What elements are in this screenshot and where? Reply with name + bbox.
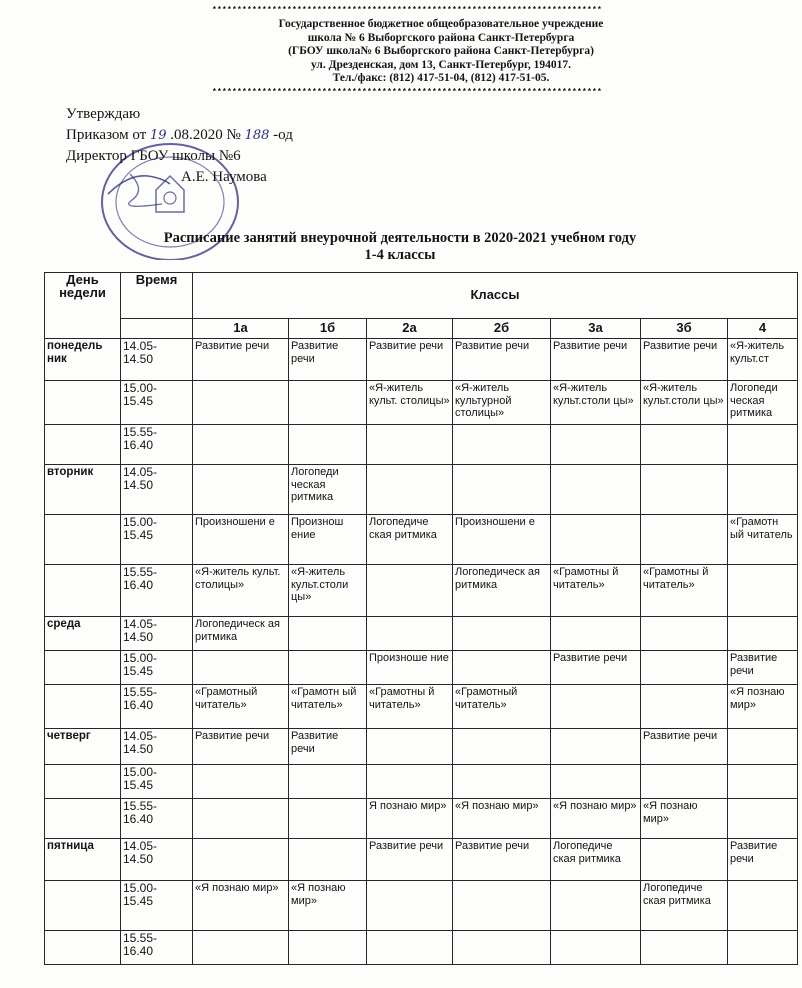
day-cell [45, 565, 121, 617]
approval-block [66, 104, 293, 188]
activity-cell: Развитие речи [289, 339, 367, 381]
activity-cell: «Я-житель культурной столицы» [453, 381, 551, 425]
activity-cell: «Я-житель культ.столи цы» [641, 381, 728, 425]
activity-cell [641, 617, 728, 651]
table-row [45, 881, 798, 931]
title-line: Расписание занятий внеурочной деятельности в 2020-2021 учебном году [163, 230, 637, 246]
day-cell: четверг [45, 729, 121, 765]
activity-cell: Развитие речи [453, 839, 551, 881]
activity-cell [453, 931, 551, 965]
day-cell [45, 651, 121, 685]
activity-cell [367, 465, 453, 515]
table-row [45, 799, 798, 839]
activity-cell [453, 729, 551, 765]
activity-cell [641, 465, 728, 515]
activity-cell: Развитие речи [551, 339, 641, 381]
table-row [45, 617, 798, 651]
activity-cell: «Я познаю мир» [453, 799, 551, 839]
order-suffix: -од [273, 127, 293, 143]
header-line: Тел./факс: (812) 417-51-04, (812) 417-51-05. [332, 72, 550, 84]
activity-cell: Развитие речи [641, 729, 728, 765]
activity-cell: Развитие речи [367, 839, 453, 881]
schedule-title [110, 230, 690, 264]
activity-cell: «Грамотны й читатель» [551, 565, 641, 617]
activity-cell [367, 729, 453, 765]
time-cell: 15.55- 16.40 [121, 425, 193, 465]
table-row [45, 465, 798, 515]
activity-cell: Развитие речи [193, 339, 289, 381]
header-stars-top: ****************************************************************************** [212, 6, 603, 15]
activity-cell [551, 765, 641, 799]
activity-cell [641, 839, 728, 881]
activity-cell [289, 381, 367, 425]
activity-cell [641, 425, 728, 465]
day-cell [45, 765, 121, 799]
header-classes: Классы [193, 273, 798, 319]
activity-cell [728, 931, 798, 965]
activity-cell: Логопеди ческая ритмика [289, 465, 367, 515]
header-line: Государственное бюджетное общеобразовательное учреждение [278, 18, 604, 30]
activity-cell: «Я познаю мир» [728, 685, 798, 729]
day-cell: пятница [45, 839, 121, 881]
day-cell [45, 685, 121, 729]
activity-cell: Развитие речи [289, 729, 367, 765]
activity-cell: Развитие речи [728, 651, 798, 685]
activity-cell: «Грамотн ый читатель» [289, 685, 367, 729]
activity-cell: «Грамотный читатель» [193, 685, 289, 729]
activity-cell [289, 651, 367, 685]
activity-cell [728, 765, 798, 799]
activity-cell: Развитие речи [193, 729, 289, 765]
activity-cell: Логопедиче ская ритмика [367, 515, 453, 565]
activity-cell [193, 425, 289, 465]
activity-cell [453, 425, 551, 465]
time-cell: 15.00- 15.45 [121, 515, 193, 565]
approval-order [66, 125, 293, 146]
activity-cell [289, 799, 367, 839]
activity-cell [367, 765, 453, 799]
table-row [45, 651, 798, 685]
class-header: 3б [641, 319, 728, 339]
activity-cell: «Я познаю мир» [289, 881, 367, 931]
activity-cell [193, 799, 289, 839]
order-number: 188 [244, 128, 270, 143]
order-middle: .08.2020 № [170, 127, 241, 143]
day-cell [45, 425, 121, 465]
header-day: День недели [45, 273, 121, 339]
activity-cell: «Я-житель культ.ст [728, 339, 798, 381]
activity-cell [551, 729, 641, 765]
class-header: 3а [551, 319, 641, 339]
class-header: 2а [367, 319, 453, 339]
activity-cell [367, 425, 453, 465]
activity-cell [551, 465, 641, 515]
activity-cell: Логопедиче ская ритмика [551, 839, 641, 881]
activity-cell [193, 839, 289, 881]
activity-cell [641, 685, 728, 729]
activity-cell [289, 931, 367, 965]
class-header: 1а [193, 319, 289, 339]
activity-cell [728, 617, 798, 651]
activity-cell: «Я-житель культ. столицы» [193, 565, 289, 617]
activity-cell [551, 931, 641, 965]
activity-cell [453, 651, 551, 685]
order-prefix: Приказом от [66, 127, 147, 143]
activity-cell [193, 381, 289, 425]
activity-cell [289, 425, 367, 465]
header-line: (ГБОУ школа№ 6 Выборгского района Санкт-Петербурга) [288, 45, 594, 57]
director-name: А.Е. Наумова [181, 169, 267, 185]
activity-cell: Произноше ние [367, 651, 453, 685]
activity-cell [728, 729, 798, 765]
class-header: 4 [728, 319, 798, 339]
activity-cell: Развитие речи [641, 339, 728, 381]
activity-cell [193, 931, 289, 965]
activity-cell [641, 931, 728, 965]
activity-cell: Произношени е [193, 515, 289, 565]
activity-cell: «Я-житель культ.столи цы» [289, 565, 367, 617]
day-cell [45, 931, 121, 965]
header-stars-bottom: ****************************************************************************** [212, 88, 603, 97]
time-cell: 15.55- 16.40 [121, 565, 193, 617]
activity-cell [641, 651, 728, 685]
time-cell: 15.55- 16.40 [121, 685, 193, 729]
activity-cell [551, 617, 641, 651]
time-cell: 14.05- 14.50 [121, 839, 193, 881]
activity-cell: «Грамотны й читатель» [641, 565, 728, 617]
activity-cell [193, 765, 289, 799]
day-cell: вторник [45, 465, 121, 515]
class-header: 1б [289, 319, 367, 339]
activity-cell [289, 765, 367, 799]
activity-cell [367, 617, 453, 651]
activity-cell [367, 931, 453, 965]
header-line: ул. Дрезденская, дом 13, Санкт-Петербург, 194017. [310, 58, 572, 71]
time-cell: 14.05- 14.50 [121, 339, 193, 381]
director-title: Директор ГБОУ школы №6 [66, 148, 241, 164]
activity-cell: «Я познаю мир» [193, 881, 289, 931]
school-header [212, 18, 670, 86]
time-cell: 14.05- 14.50 [121, 465, 193, 515]
activity-cell [728, 465, 798, 515]
activity-cell [453, 617, 551, 651]
table-row [45, 425, 798, 465]
activity-cell [641, 515, 728, 565]
table-row [45, 515, 798, 565]
table-row [45, 685, 798, 729]
activity-cell [453, 881, 551, 931]
activity-cell [193, 465, 289, 515]
time-cell: 14.05- 14.50 [121, 617, 193, 651]
time-cell: 15.55- 16.40 [121, 799, 193, 839]
activity-cell: Логопедиче ская ритмика [641, 881, 728, 931]
day-cell: среда [45, 617, 121, 651]
activity-cell: «Я-житель культ.столи цы» [551, 381, 641, 425]
time-cell: 15.00- 15.45 [121, 651, 193, 685]
activity-cell: «Грамотны й читатель» [367, 685, 453, 729]
table-row [45, 931, 798, 965]
activity-cell: Логопедическ ая ритмика [453, 565, 551, 617]
activity-cell [289, 617, 367, 651]
time-cell: 14.05- 14.50 [121, 729, 193, 765]
activity-cell [367, 565, 453, 617]
table-row [45, 839, 798, 881]
activity-cell: «Я познаю мир» [551, 799, 641, 839]
activity-cell: «Я-житель культ. столицы» [367, 381, 453, 425]
activity-cell: Произнош ение [289, 515, 367, 565]
activity-cell [728, 565, 798, 617]
activity-cell [728, 425, 798, 465]
day-cell: понедель ник [45, 339, 121, 381]
time-cell: 15.00- 15.45 [121, 765, 193, 799]
table-row [45, 765, 798, 799]
activity-cell [551, 881, 641, 931]
activity-cell [289, 839, 367, 881]
schedule-table [44, 272, 798, 965]
activity-cell: «Грамотный читатель» [453, 685, 551, 729]
activity-cell [551, 685, 641, 729]
activity-cell [367, 881, 453, 931]
activity-cell [641, 765, 728, 799]
class-header: 2б [453, 319, 551, 339]
activity-cell [728, 881, 798, 931]
activity-cell [728, 799, 798, 839]
header-time: Время [121, 273, 193, 319]
activity-cell: Логопедическ ая ритмика [193, 617, 289, 651]
table-row [45, 565, 798, 617]
header-line: школа № 6 Выборгского района Санкт-Петербурга [307, 31, 575, 44]
activity-cell [453, 465, 551, 515]
activity-cell [551, 515, 641, 565]
time-cell: 15.55- 16.40 [121, 931, 193, 965]
order-day: 19 [149, 128, 167, 143]
activity-cell: «Я познаю мир» [641, 799, 728, 839]
activity-cell [193, 651, 289, 685]
title-subline: 1-4 классы [364, 247, 436, 263]
approval-label: Утверждаю [66, 106, 141, 122]
activity-cell: Логопеди ческая ритмика [728, 381, 798, 425]
activity-cell: Развитие речи [367, 339, 453, 381]
activity-cell: Произношени е [453, 515, 551, 565]
activity-cell [453, 765, 551, 799]
time-cell: 15.00- 15.45 [121, 381, 193, 425]
day-cell [45, 515, 121, 565]
day-cell [45, 381, 121, 425]
activity-cell [551, 425, 641, 465]
table-row [45, 339, 798, 381]
activity-cell: Я познаю мир» [367, 799, 453, 839]
activity-cell: Развитие речи [728, 839, 798, 881]
day-cell [45, 881, 121, 931]
time-cell: 15.00- 15.45 [121, 881, 193, 931]
activity-cell: «Грамотн ый читатель [728, 515, 798, 565]
table-row [45, 381, 798, 425]
activity-cell: Развитие речи [453, 339, 551, 381]
activity-cell: Развитие речи [551, 651, 641, 685]
day-cell [45, 799, 121, 839]
header-time-empty [121, 319, 193, 339]
table-row [45, 729, 798, 765]
